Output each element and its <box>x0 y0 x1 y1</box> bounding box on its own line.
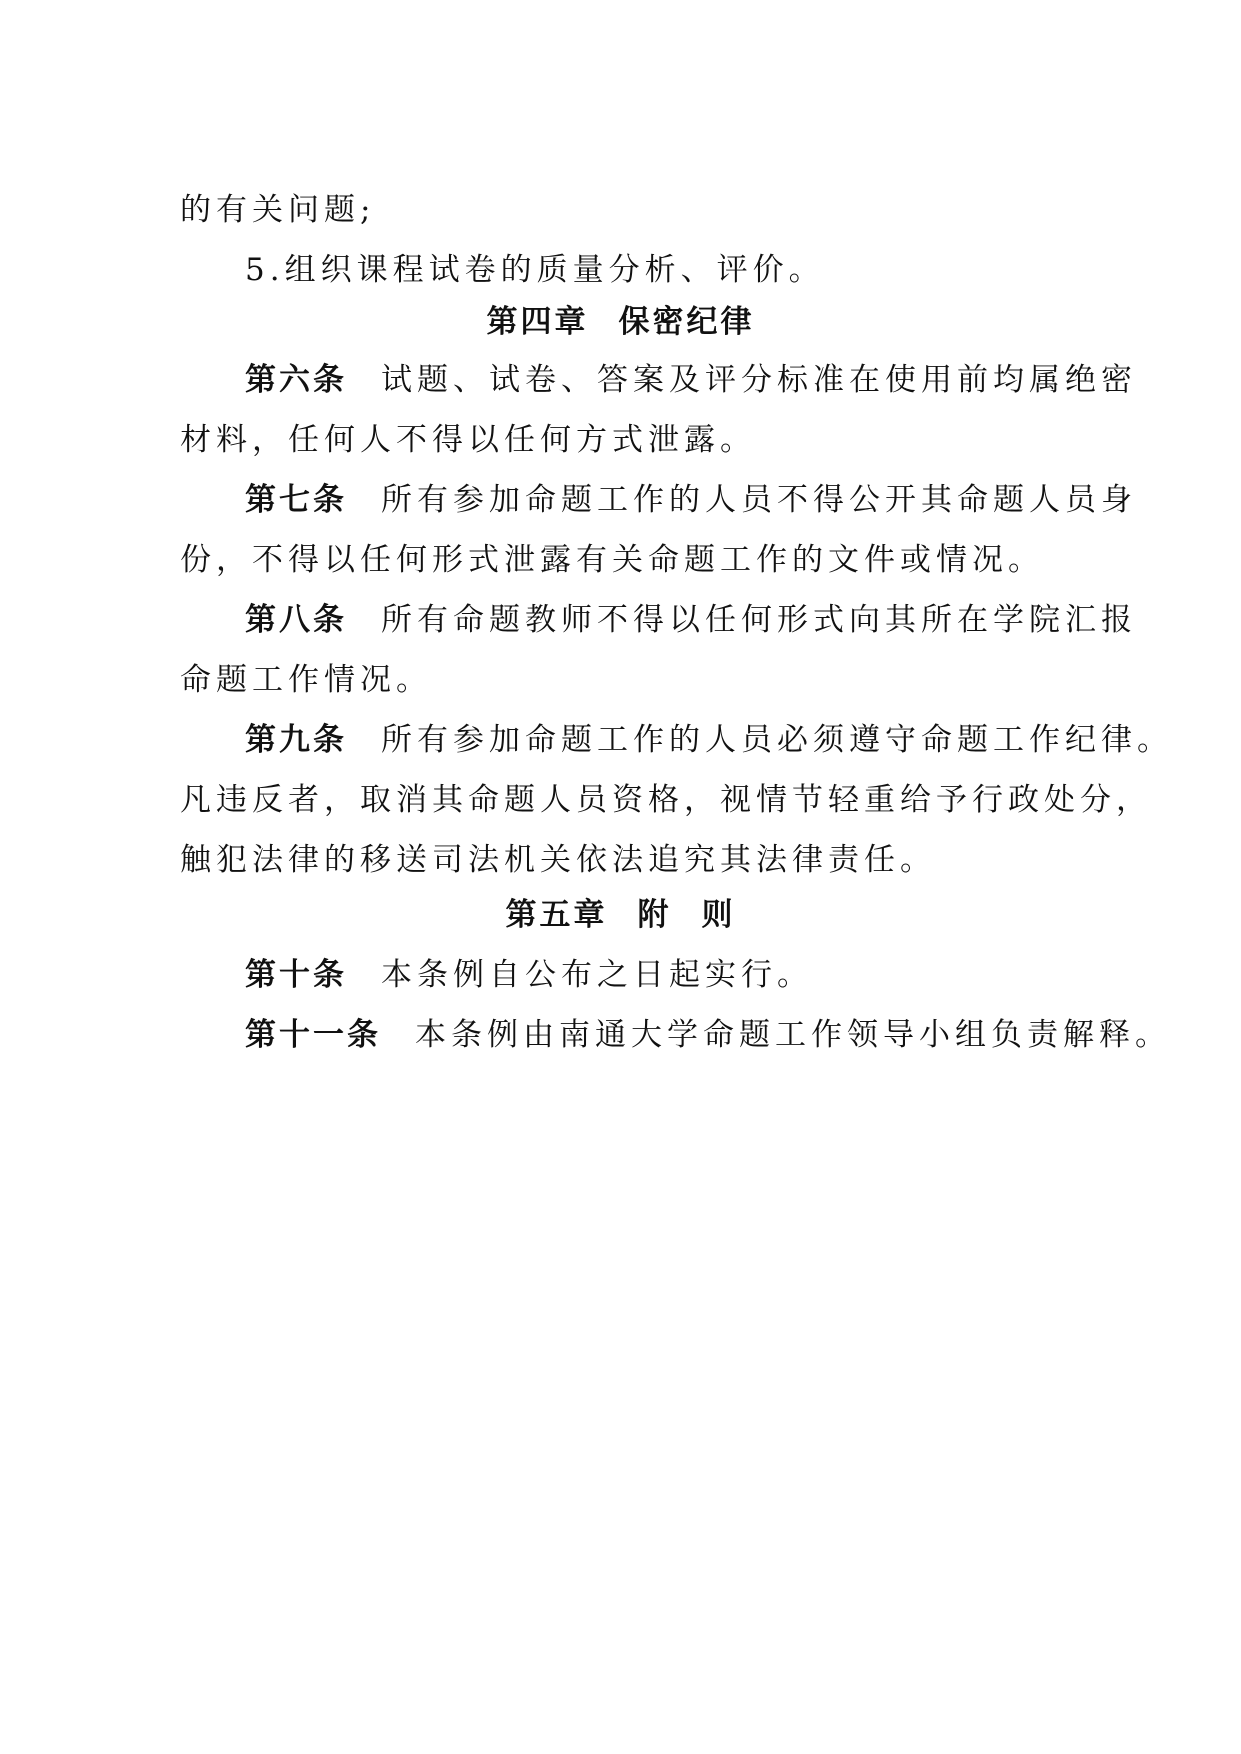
article-7 <box>245 480 1137 520</box>
article-10-label: 第十条 <box>245 957 347 993</box>
article-9-label: 第九条 <box>245 722 347 758</box>
article-7-label: 第七条 <box>245 482 347 518</box>
article-7-text-1: 所有参加命题工作的人员不得公开其命题人员身 <box>381 482 1137 518</box>
chapter-4-title: 保密纪律 <box>618 304 755 340</box>
chapter-5-title-1: 附 <box>637 897 672 933</box>
article-6-text-1: 试题、试卷、答案及评分标准在使用前均属绝密 <box>381 362 1137 398</box>
chapter-5-number: 第五章 <box>505 897 608 933</box>
article-8-label: 第八条 <box>245 602 347 638</box>
article-6-label: 第六条 <box>245 362 347 398</box>
article-6-text-2: 材料，任何人不得以任何方式泄露。 <box>180 422 756 458</box>
article-9-text-1: 所有参加命题工作的人员必须遵守命题工作纪律。 <box>381 722 1173 758</box>
article-9 <box>245 720 1173 760</box>
article-8-text-2: 命题工作情况。 <box>180 662 432 698</box>
article-8 <box>245 600 1137 640</box>
article-8-text-1: 所有命题教师不得以任何形式向其所在学院汇报 <box>381 602 1137 638</box>
article-6 <box>245 360 1137 400</box>
chapter-5-heading <box>0 895 1241 935</box>
list-item-5: 5.组织课程试卷的质量分析、评价。 <box>245 252 825 288</box>
article-9-text-2: 凡违反者，取消其命题人员资格，视情节轻重给予行政处分， <box>180 782 1152 818</box>
chapter-4-heading <box>0 302 1241 342</box>
article-11-text: 本条例由南通大学命题工作领导小组负责解释。 <box>415 1017 1171 1053</box>
article-10 <box>245 955 813 995</box>
article-9-text-3: 触犯法律的移送司法机关依法追究其法律责任。 <box>180 842 936 878</box>
article-7-text-2: 份，不得以任何形式泄露有关命题工作的文件或情况。 <box>180 542 1044 578</box>
article-11 <box>245 1015 1171 1055</box>
continuation-line: 的有关问题; <box>180 192 376 228</box>
chapter-4-number: 第四章 <box>486 304 589 340</box>
article-11-label: 第十一条 <box>245 1017 381 1053</box>
article-10-text: 本条例自公布之日起实行。 <box>381 957 813 993</box>
chapter-5-title-2: 则 <box>701 897 736 933</box>
